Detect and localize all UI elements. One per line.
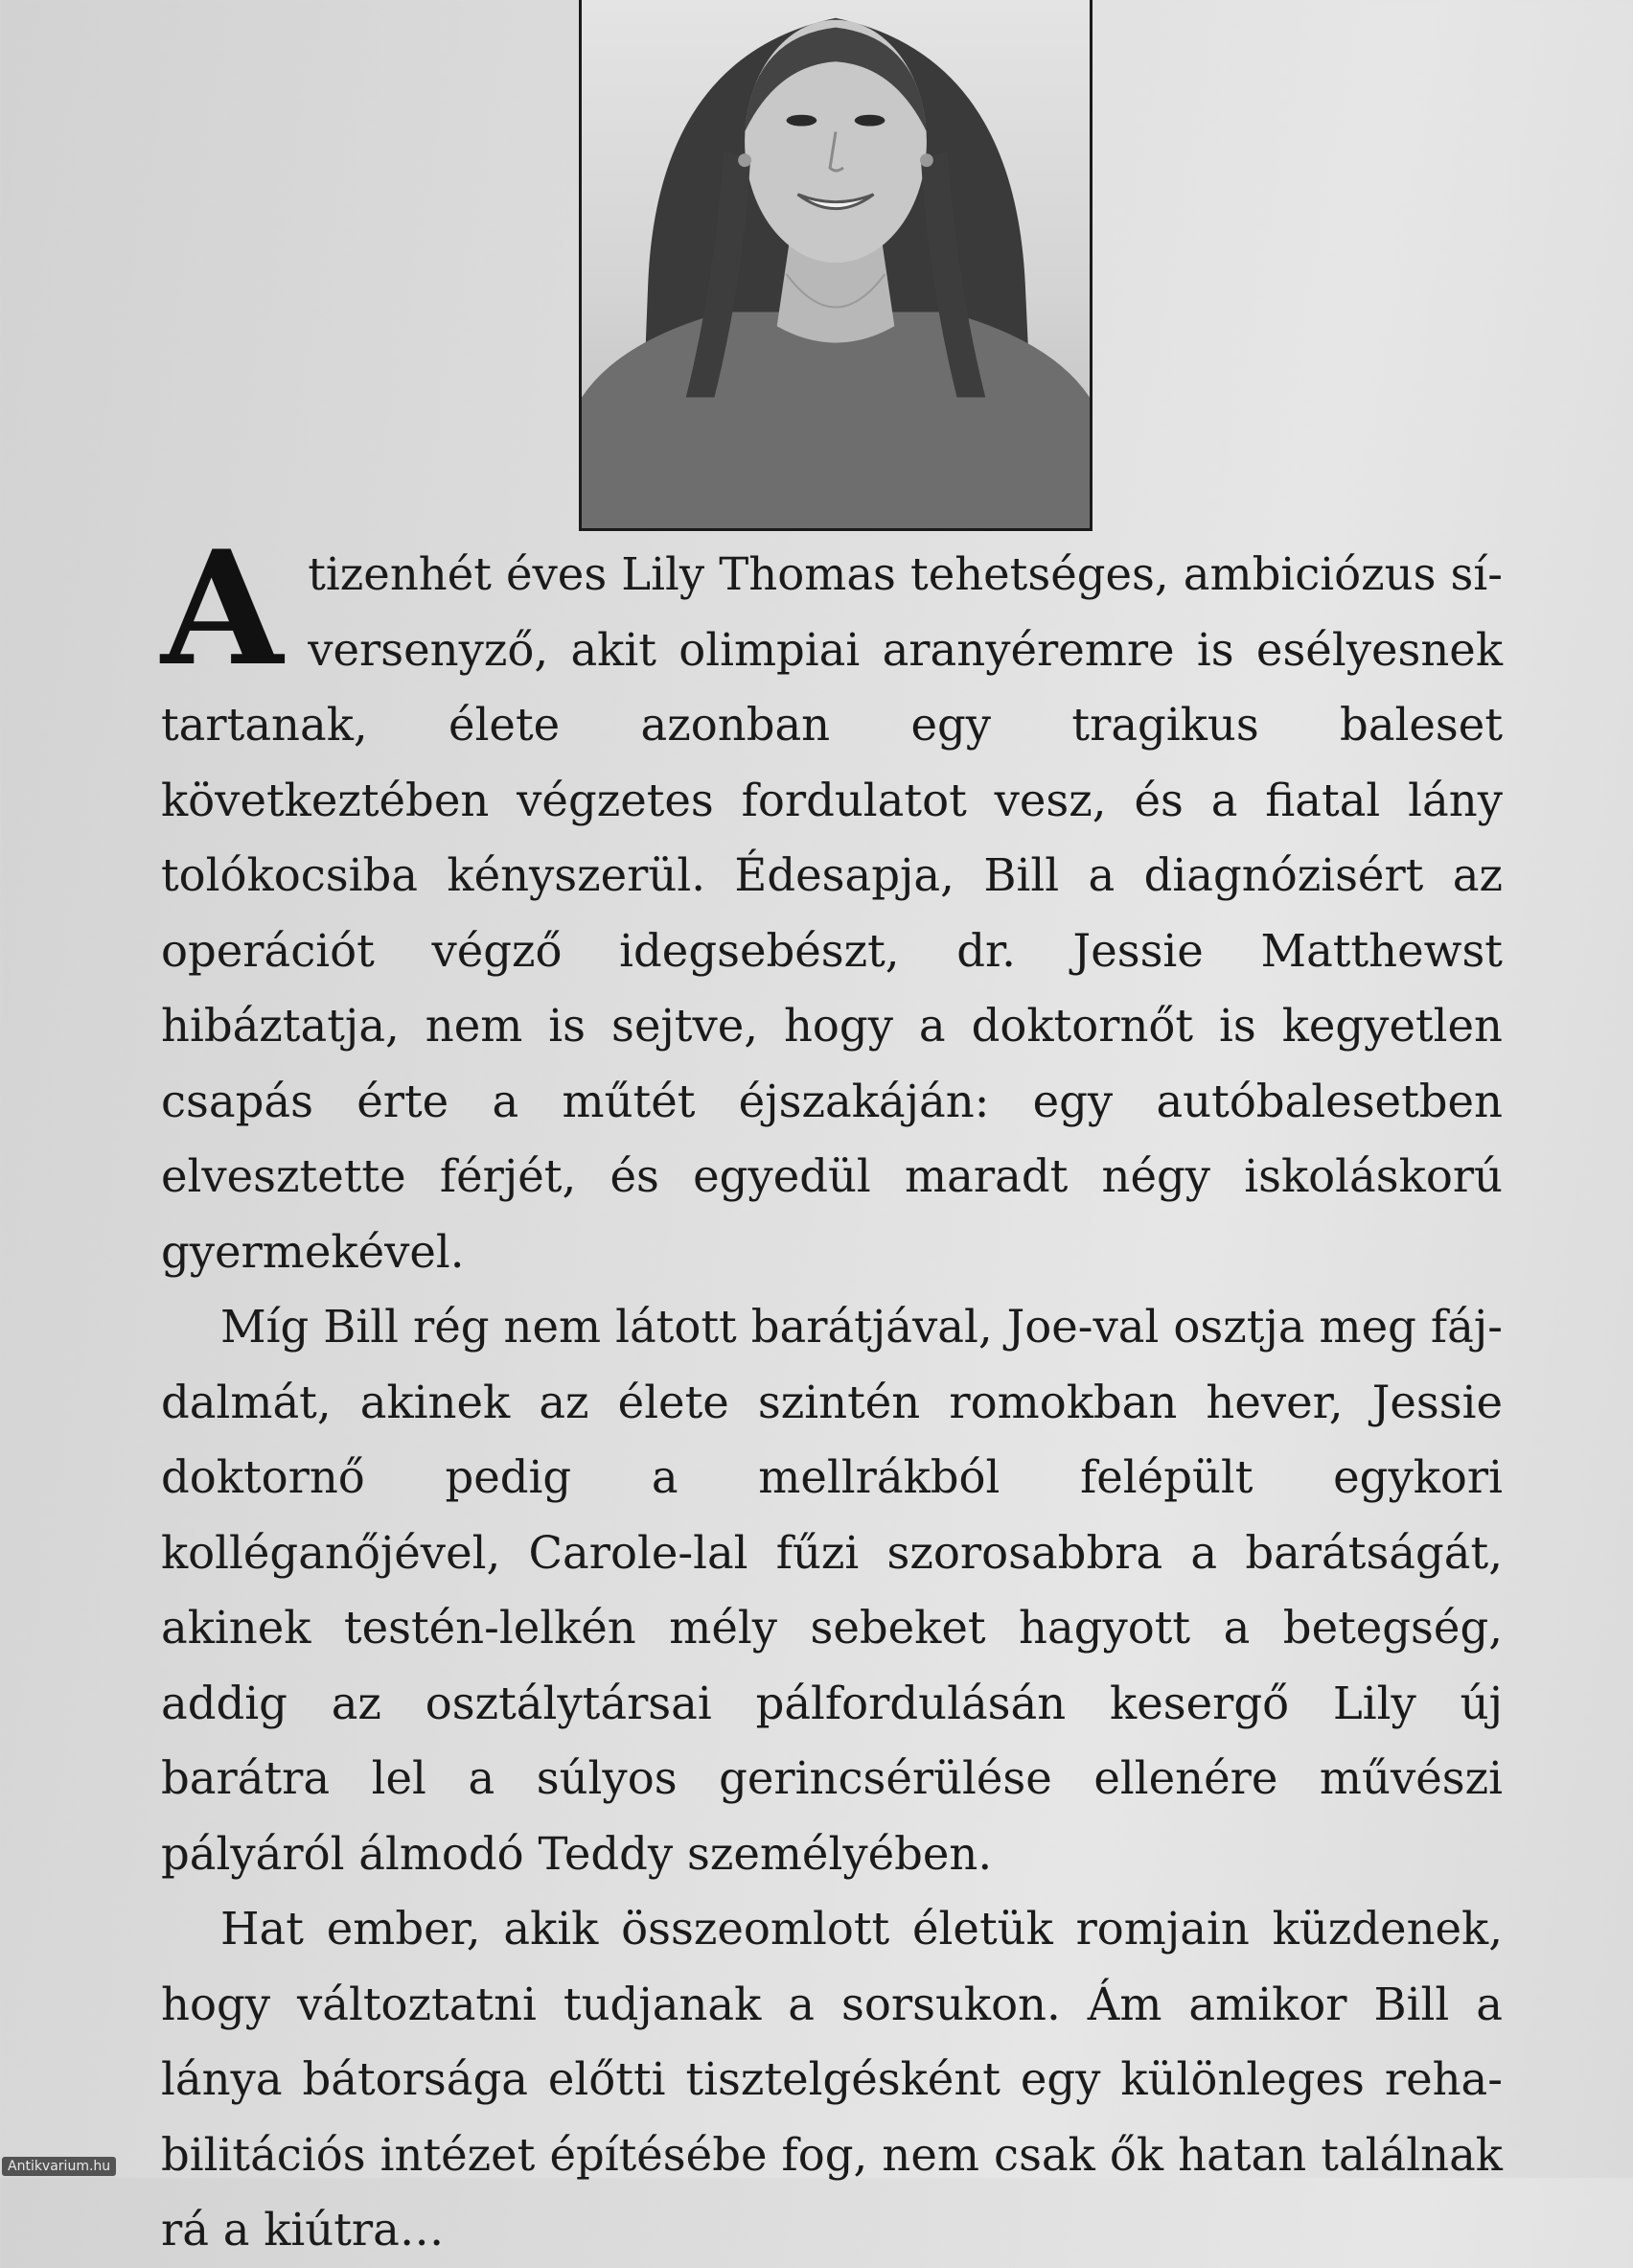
portrait-illustration: [582, 0, 1090, 528]
blurb-paragraph-2: Míg Bill rég nem látott barátjával, Joe-val osztja meg fájdalmát, akinek az élete szintén romokban hever, Jessie doktornő pedig a mellrákból felépült egykori kolléganőjével, Carole-lal fűzi szorosabbra a barátságát, akinek testén-lelkén mély sebeket hagyott a betegség, addig az osztálytársai pálfordulásán kesergő Lily új barátra lel a súlyos gerincsérülése ellenére művészi pályáról álmodó Teddy személyében.: [161, 1301, 1503, 1880]
blurb-paragraph-1-text: tizenhét éves Lily Thomas tehetséges, ambiciózus síversenyző, akit olimpiai aranyéremre is esélyesnek tartanak, élete azonban egy tragikus baleset következtében végzetes fordulatot vesz, és a fiatal lány tolókocsiba kényszerül. Édesapja, Bill a diagnózisért az operációt végző idegsebészt, dr. Jessie Matthewst hibáztatja, nem is sejtve, hogy a doktornőt is kegyetlen csapás érte a műtét éjszakáján: egy autóbalesetben elvesztette férjét, és egyedül maradt négy iskoláskorú gyermekével.: [161, 548, 1503, 1278]
watermark: Antikvarium.hu: [2, 2157, 116, 2176]
blurb-paragraph-3: Hat ember, akik összeomlott életük romjain küzdenek, hogy változtatni tudjanak a sorsukon. Ám amikor Bill a lánya bátorsága előtti tisztelgésként egy különleges rehabilitációs intézet építésébe fog, nem csak ők hatan találnak rá a kiútra…: [161, 1903, 1503, 2256]
drop-cap: A: [161, 516, 284, 701]
author-photo: [579, 0, 1092, 531]
blurb-paragraph-1: [161, 516, 1503, 1289]
back-cover-blurb: [161, 516, 1503, 2268]
